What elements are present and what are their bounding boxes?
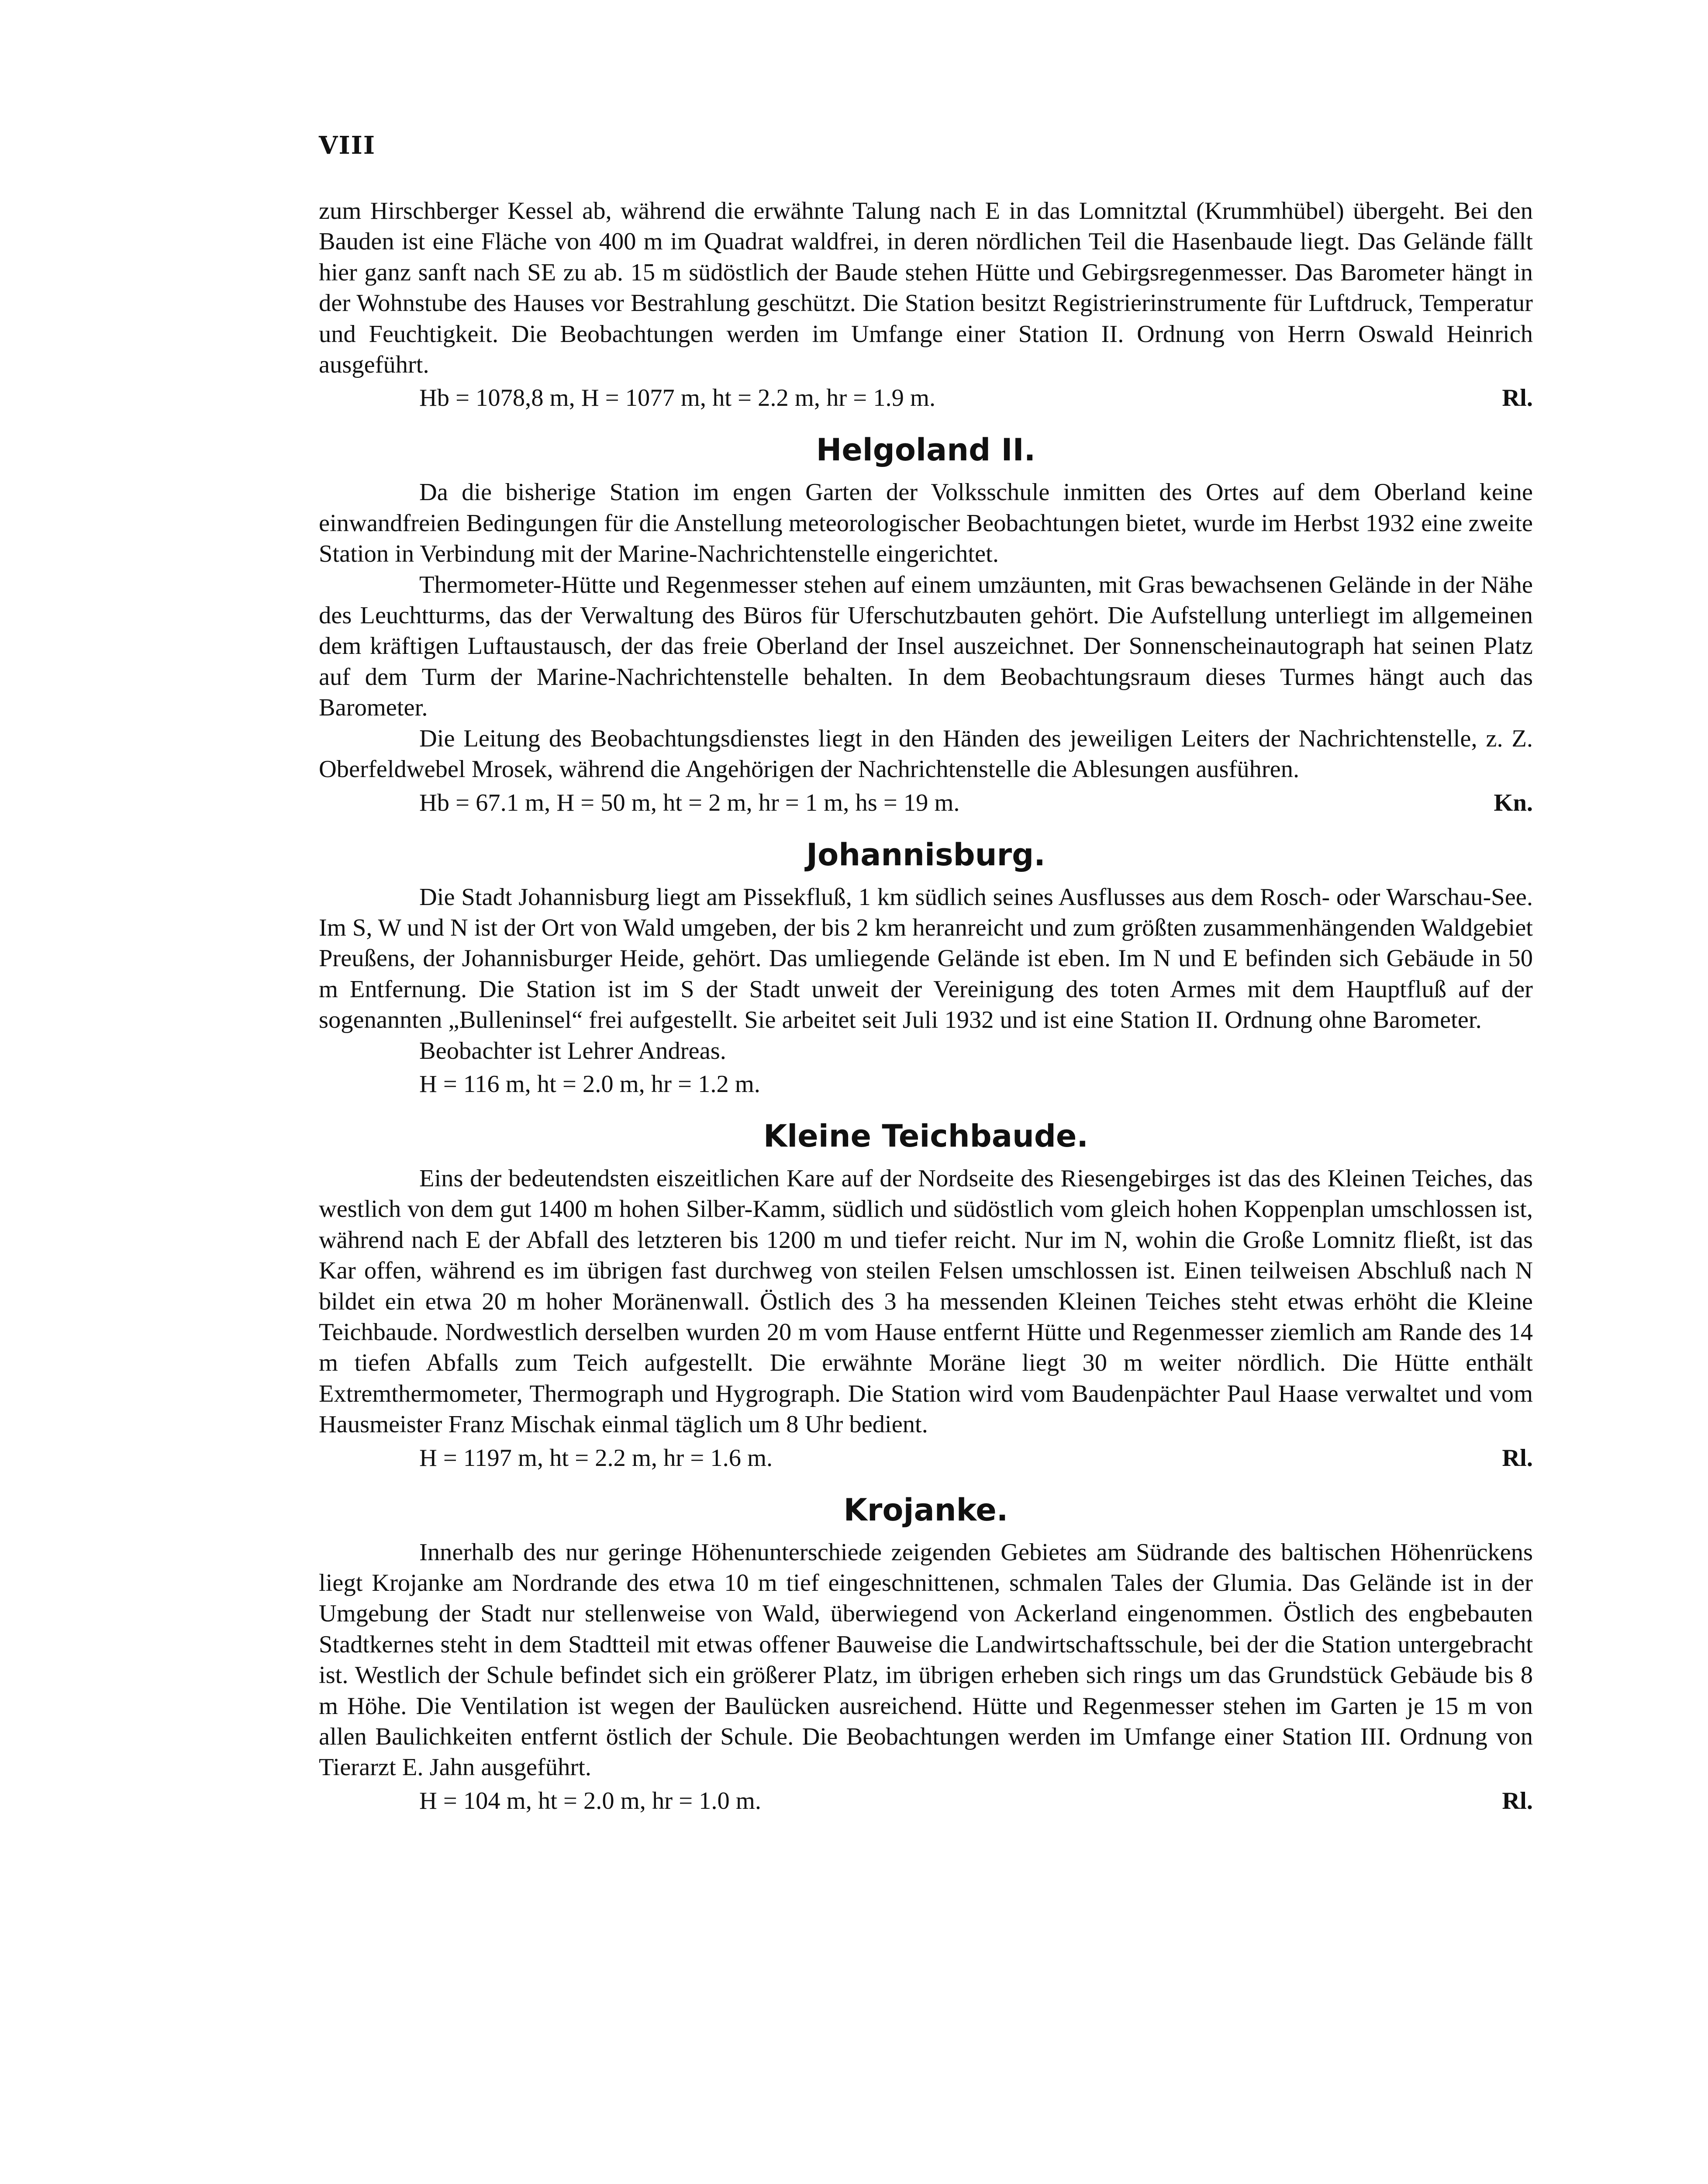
formula-text: H = 1197 m, ht = 2.2 m, hr = 1.6 m. xyxy=(419,1444,773,1472)
paragraph: Thermometer-Hütte und Regenmesser stehen auf einem umzäunten, mit Gras bewachsenen Gelände in der Nähe des Leuchtturms, das der Verwaltung des Büros für Uferschutzbauten gehört. Die Aufstellung unterliegt im allgemeinen dem kräftigen Luftaustausch, der das freie Oberland der Insel auszeichnet. Der Sonnenscheinautograph hat seinen Platz auf dem Turm der Marine-Nachrichtenstelle behalten. In dem Beobachtungsraum dieses Turmes hängt auch das Barometer. xyxy=(319,571,1533,722)
station-formula xyxy=(319,1786,1533,1818)
paragraph: Die Leitung des Beobachtungsdienstes liegt in den Händen des jeweiligen Leiters der Nachrichtenstelle, z. Z. Oberfeldwebel Mrosek, während die Angehörigen der Nachrichtenstelle die Ablesungen ausführen. xyxy=(319,725,1533,783)
paragraph: Eins der bedeutendsten eiszeitlichen Kare auf der Nordseite des Riesengebirges ist das des Kleinen Teiches, das westlich von dem gut 1400 m hohen Silber-Kamm, südlich und südöstlich vom gleich hohen Koppenplan umschlossen ist, während nach E der Abfall des letzteren bis 1200 m und tiefer reicht. Nur im N, wohin die Große Lomnitz fließt, ist das Kar offen, während es im übrigen fast durchweg von steilen Felsen umschlossen ist. Einen teilweisen Abschluß nach N bildet ein etwa 20 m hoher Moränenwall. Östlich des 3 ha messenden Kleinen Teiches steht etwas erhöht die Kleine Teichbaude. Nordwestlich derselben wurden 20 m vom Hause entfernt Hütte und Regenmesser ziemlich am Rande des 14 m tiefen Abfalls zum Teich aufgestellt. Die erwähnte Moräne liegt 30 m weiter nördlich. Die Hütte enthält Extremthermometer, Thermograph und Hygrograph. Die Station wird vom Baudenpächter Paul Haase verwaltet und vom Hausmeister Franz Mischak einmal täglich um 8 Uhr bedient. xyxy=(319,1165,1533,1438)
section-kleine-teichbaude xyxy=(319,1119,1533,1475)
station-formula xyxy=(319,788,1533,820)
intro-paragraph: zum Hirschberger Kessel ab, während die erwähnte Talung nach E in das Lomnitztal (Krummhübel) übergeht. Bei den Bauden ist eine Fläche von 400 m im Quadrat waldfrei, in deren nördlichen Teil die Hasenbaude liegt. Das Gelände fällt hier ganz sanft nach SE zu ab. 15 m südöstlich der Baude stehen Hütte und Gebirgsregenmesser. Das Barometer hängt in der Wohnstube des Hauses vor Bestrahlung geschützt. Die Station besitzt Registrierinstrumente für Luftdruck, Temperatur und Feuchtigkeit. Die Beobachtungen werden im Umfange einer Station II. Ordnung von Herrn Oswald Heinrich ausgeführt. xyxy=(319,197,1533,379)
paragraph: Die Stadt Johannisburg liegt am Pissekfluß, 1 km südlich seines Ausflusses aus dem Rosch- oder Warschau-See. Im S, W und N ist der Ort von Wald umgeben, der bis 2 km heranreicht und zum größten zusammenhängenden Waldgebiet Preußens, der Johannisburger Heide, gehört. Das umliegende Gelände ist eben. Im N und E befinden sich Gebäude in 50 m Entfernung. Die Station ist im S der Stadt unweit der Vereinigung des toten Armes mit dem Hauptfluß auf der sogenannten „Bulleninsel“ frei aufgestellt. Sie arbeitet seit Juli 1932 und ist eine Station II. Ordnung ohne Barometer. xyxy=(319,883,1533,1034)
section-heading: Helgoland II. xyxy=(816,432,1036,468)
station-formula xyxy=(319,1069,1533,1101)
author-signature: Rl. xyxy=(1502,1444,1533,1472)
paragraph: Da die bisherige Station im engen Garten der Volksschule inmitten des Ortes auf dem Oberland keine einwandfreien Bedingungen für die Anstellung meteorologischer Beobachtungen bietet, wurde im Herbst 1932 eine zweite Station in Verbindung mit der Marine-Nachrichtenstelle eingerichtet. xyxy=(319,479,1533,568)
formula-text: Hb = 1078,8 m, H = 1077 m, ht = 2.2 m, hr = 1.9 m. xyxy=(419,384,936,412)
section-heading: Krojanke. xyxy=(843,1492,1008,1528)
section-johannisburg xyxy=(319,837,1533,1101)
section-heading: Kleine Teichbaude. xyxy=(763,1118,1088,1154)
intro-section xyxy=(319,196,1533,415)
section-heading: Johannisburg. xyxy=(806,836,1046,873)
section-krojanke xyxy=(319,1493,1533,1818)
author-signature: Rl. xyxy=(1502,1787,1533,1814)
paragraph: Innerhalb des nur geringe Höhenunterschiede zeigenden Gebietes am Südrande des baltischen Höhenrückens liegt Krojanke am Nordrande des etwa 10 m tief eingeschnittenen, schmalen Tales der Glumia. Das Gelände ist in der Umgebung der Stadt nur stellenweise von Wald, überwiegend von Ackerland eingenommen. Östlich des engbebauten Stadtkernes steht in dem Stadtteil mit etwas offener Bauweise die Landwirtschaftsschule, bei der die Station untergebracht ist. Westlich der Schule befindet sich ein größerer Platz, im übrigen erheben sich rings um das Grundstück Gebäude bis 8 m Höhe. Die Ventilation ist wegen der Baulücken ausreichend. Hütte und Regenmesser stehen im Garten je 15 m von allen Baulichkeiten entfernt östlich der Schule. Die Beobachtungen werden im Umfange einer Station III. Ordnung von Tierarzt E. Jahn ausgeführt. xyxy=(319,1538,1533,1781)
text-column xyxy=(319,196,1533,1818)
paragraph: Beobachter ist Lehrer Andreas. xyxy=(419,1037,726,1064)
formula-text: H = 104 m, ht = 2.0 m, hr = 1.0 m. xyxy=(419,1787,761,1814)
page-number: VIII xyxy=(319,131,376,160)
formula-text: H = 116 m, ht = 2.0 m, hr = 1.2 m. xyxy=(419,1070,760,1098)
station-formula xyxy=(319,1443,1533,1475)
author-signature: Rl. xyxy=(1502,384,1533,412)
author-signature: Kn. xyxy=(1494,789,1533,816)
section-helgoland xyxy=(319,432,1533,819)
formula-text: Hb = 67.1 m, H = 50 m, ht = 2 m, hr = 1 m, hs = 19 m. xyxy=(419,789,960,816)
station-formula xyxy=(319,383,1533,415)
